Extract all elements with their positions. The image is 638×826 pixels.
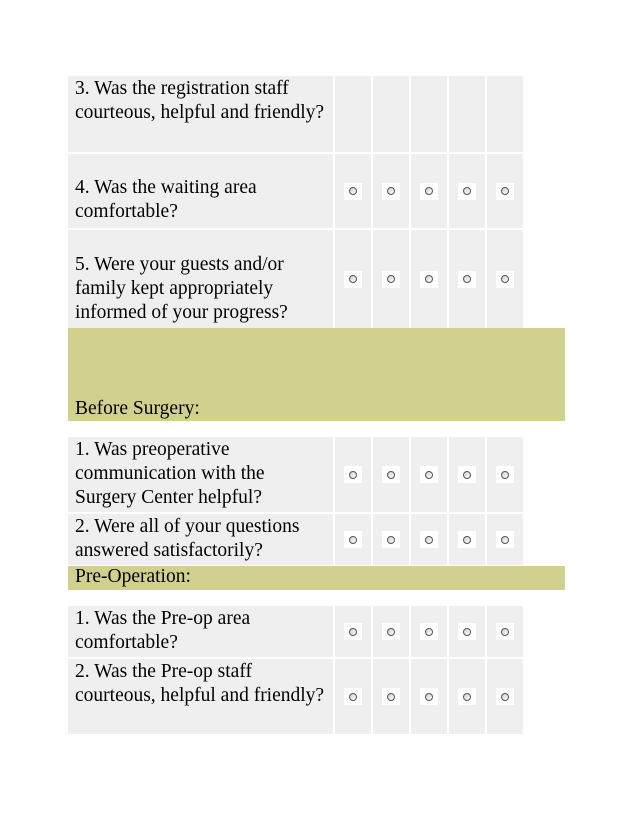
radio-icon [425,187,433,195]
question-text: 2. Was the Pre-op staff courteous, helpful and friendly? [68,659,335,734]
rating-radio-1[interactable] [344,623,362,640]
rating-radio-4[interactable] [458,183,476,200]
radio-icon [463,693,471,701]
rating-radio-5[interactable] [496,466,514,483]
rating-radio-1[interactable] [344,531,362,548]
rating-radio-2[interactable] [382,688,400,705]
radio-icon [349,693,357,701]
radio-icon [349,536,357,544]
rating-radio-2[interactable] [382,183,400,200]
rating-radio-3[interactable] [420,623,438,640]
rating-radio-5[interactable] [496,183,514,200]
rating-radio-1[interactable] [344,271,362,288]
rating-radio-3[interactable] [420,466,438,483]
radio-icon [501,693,509,701]
question-row-guests-informed [68,230,523,328]
rating-cell-empty [335,76,373,152]
question-row-registration [68,76,523,152]
rating-cell-empty [411,76,449,152]
rating-radio-2[interactable] [382,271,400,288]
radio-icon [463,628,471,636]
radio-icon [501,275,509,283]
question-text: 1. Was preoperative communication with the Surgery Center helpful? [68,437,335,512]
radio-icon [463,187,471,195]
radio-icon [387,693,395,701]
rating-radio-3[interactable] [420,183,438,200]
radio-icon [387,628,395,636]
radio-icon [349,187,357,195]
rating-radio-1[interactable] [344,466,362,483]
rating-radio-4[interactable] [458,466,476,483]
radio-icon [425,275,433,283]
radio-icon [501,187,509,195]
question-text: 1. Was the Pre-op area comfortable? [68,606,335,657]
rating-radio-2[interactable] [382,531,400,548]
rating-radio-4[interactable] [458,271,476,288]
rating-radio-5[interactable] [496,531,514,548]
radio-icon [501,628,509,636]
question-row-preop-communication [68,437,523,512]
radio-icon [349,471,357,479]
radio-icon [501,471,509,479]
radio-icon [349,275,357,283]
question-row-waiting-area [68,154,523,228]
rating-radio-4[interactable] [458,623,476,640]
radio-icon [463,536,471,544]
question-row-preop-staff [68,659,523,734]
section-header-before-surgery [68,328,565,421]
rating-radio-4[interactable] [458,688,476,705]
radio-icon [425,536,433,544]
rating-radio-2[interactable] [382,623,400,640]
radio-icon [387,536,395,544]
radio-icon [463,275,471,283]
radio-icon [387,187,395,195]
radio-icon [425,693,433,701]
section-header-pre-operation [68,566,565,590]
section-title: Pre-Operation: [75,566,191,587]
radio-icon [425,628,433,636]
question-text: 3. Was the registration staff courteous, helpful and friendly? [68,76,335,152]
rating-radio-3[interactable] [420,531,438,548]
radio-icon [387,471,395,479]
rating-radio-3[interactable] [420,688,438,705]
question-row-preop-area [68,606,523,657]
rating-cell-empty [487,76,523,152]
question-text: 2. Were all of your questions answered satisfactorily? [68,514,335,565]
rating-cell-empty [373,76,411,152]
section-title: Before Surgery: [75,398,200,419]
rating-radio-1[interactable] [344,688,362,705]
radio-icon [425,471,433,479]
rating-cell-empty [449,76,487,152]
question-text: 5. Were your guests and/or family kept appropriately informed of your progress? [68,230,335,328]
rating-radio-5[interactable] [496,271,514,288]
rating-radio-5[interactable] [496,623,514,640]
radio-icon [349,628,357,636]
question-text: 4. Was the waiting area comfortable? [68,154,335,228]
radio-icon [463,471,471,479]
rating-radio-2[interactable] [382,466,400,483]
radio-icon [387,275,395,283]
radio-icon [501,536,509,544]
rating-radio-5[interactable] [496,688,514,705]
rating-radio-3[interactable] [420,271,438,288]
rating-radio-4[interactable] [458,531,476,548]
rating-radio-1[interactable] [344,183,362,200]
question-row-questions-answered [68,514,523,565]
